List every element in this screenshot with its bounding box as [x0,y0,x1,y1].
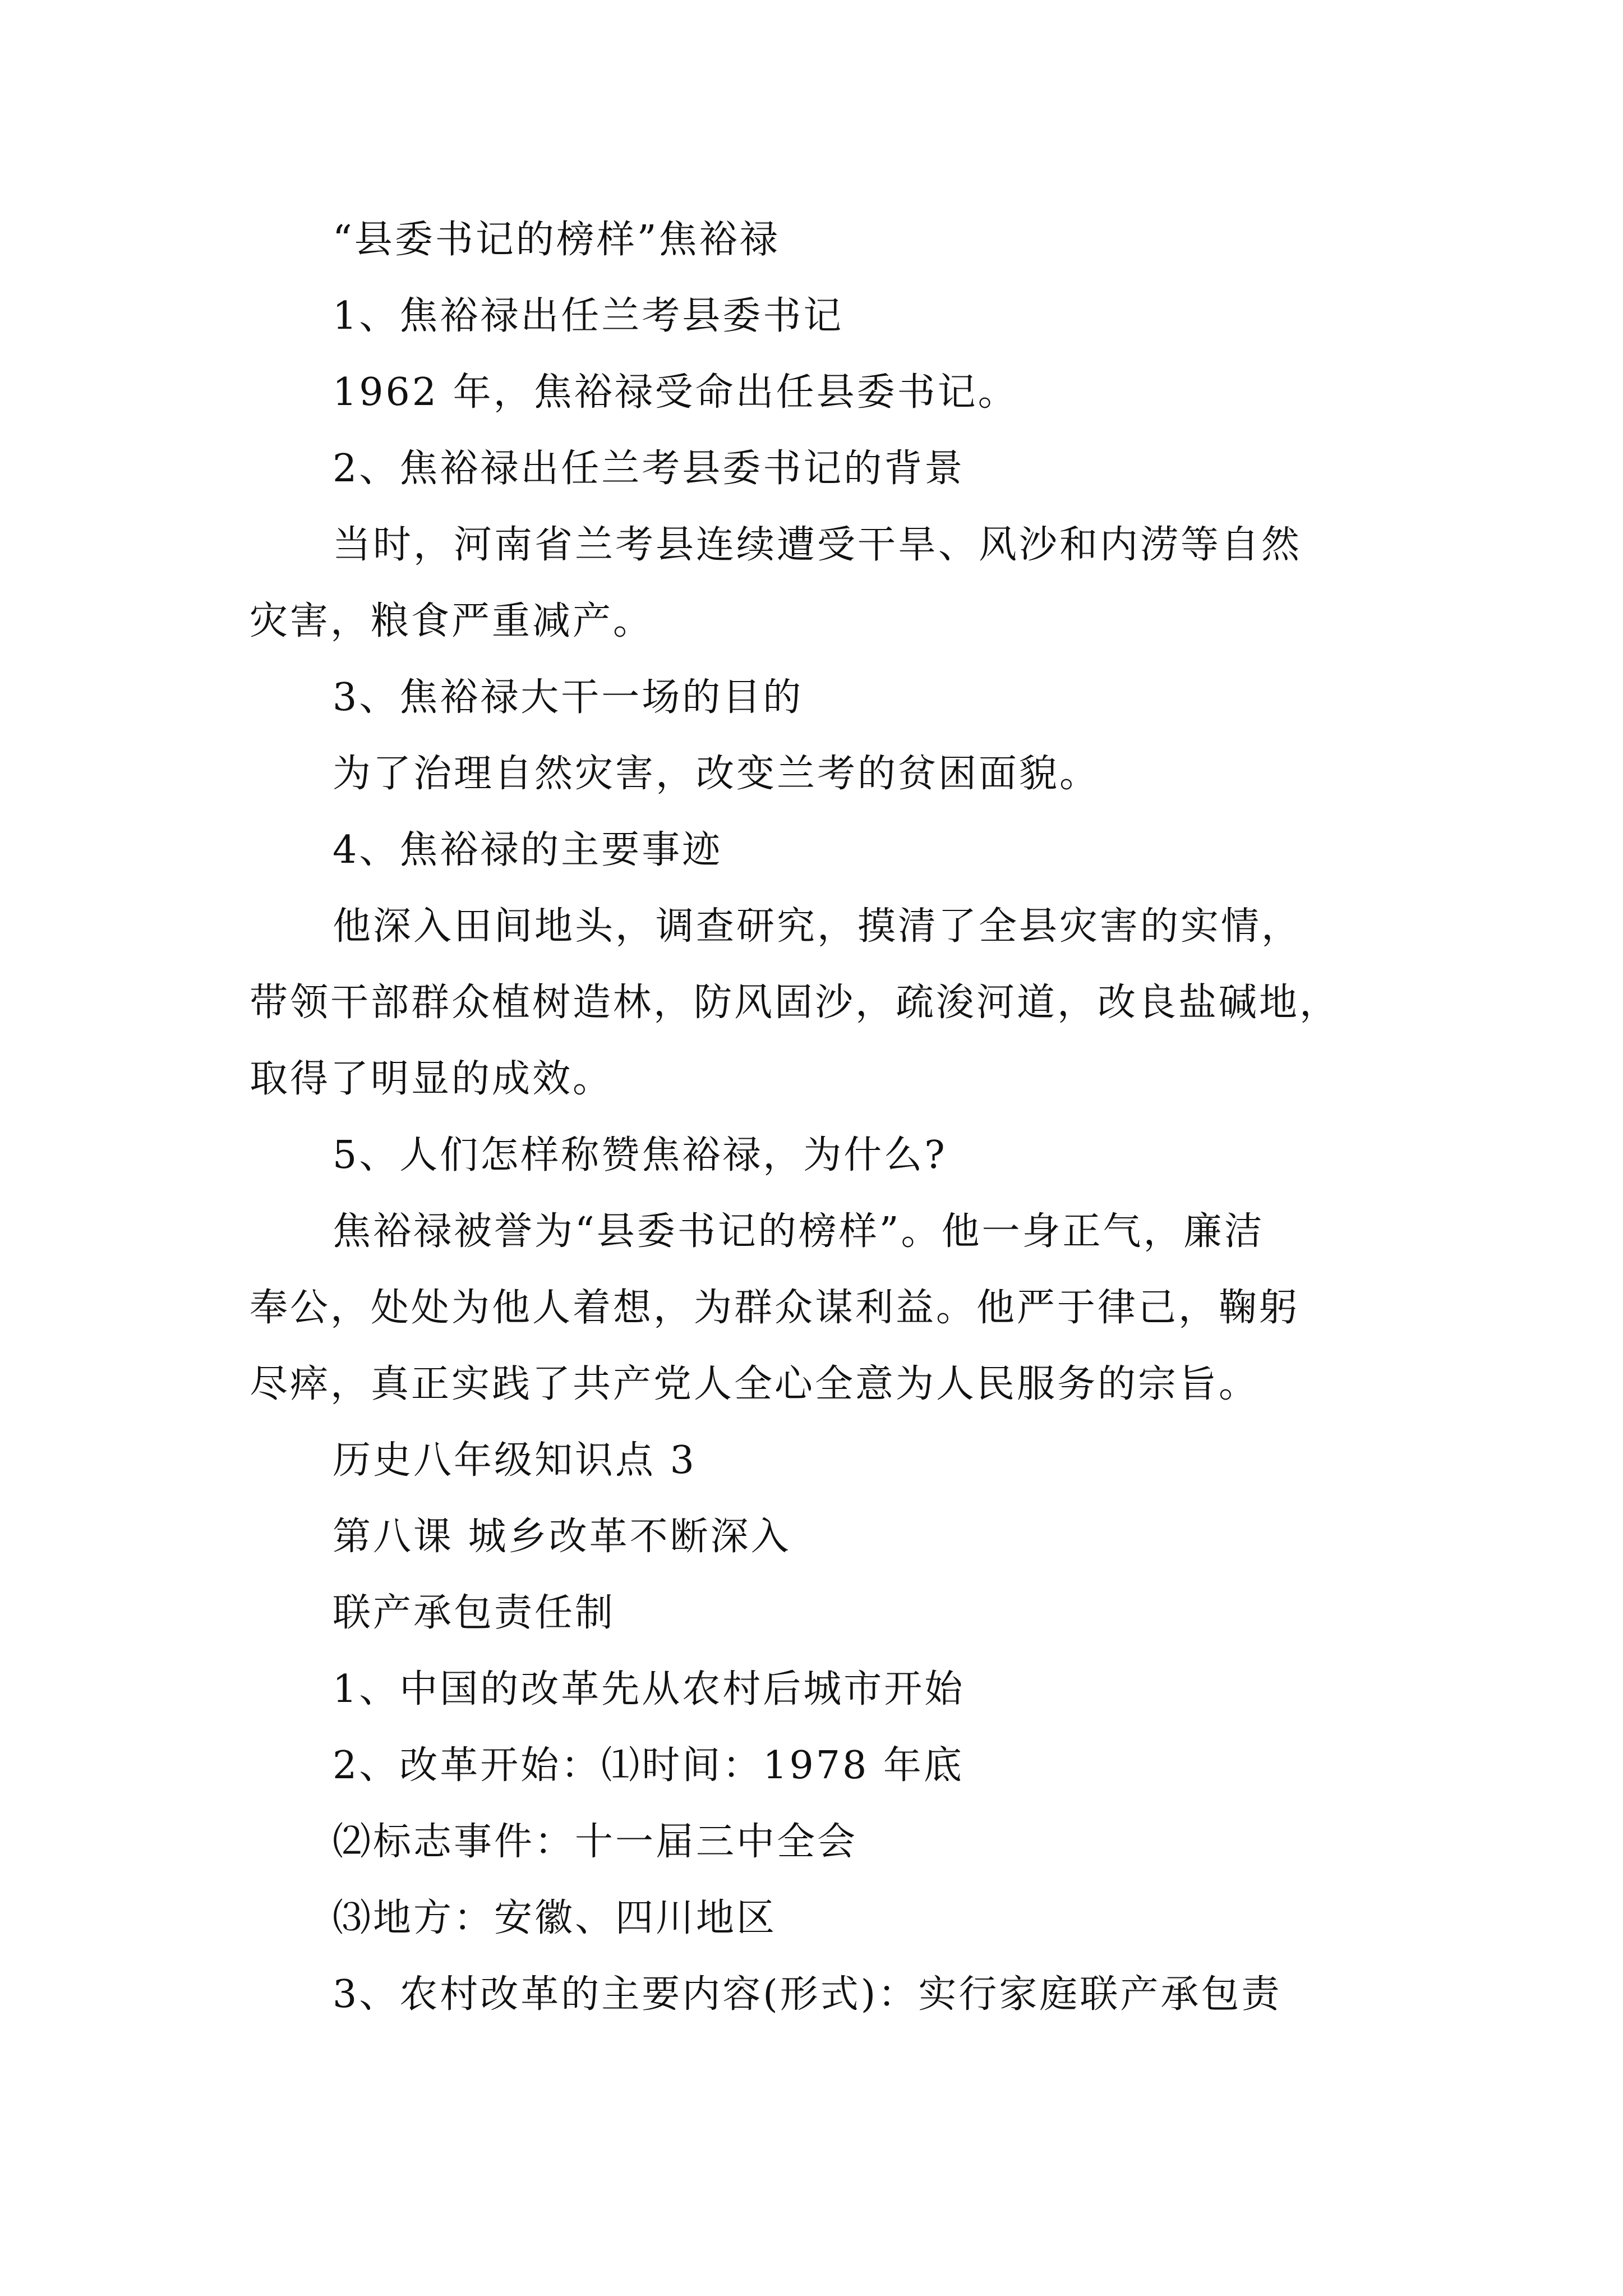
topic-heading: 联产承包责任制 [333,1591,616,1635]
question-heading: 5、人们怎样称赞焦裕禄，为什么? [333,1133,947,1177]
list-item: ⑵标志事件：十一届三中全会 [333,1820,858,1864]
list-item: 2、改革开始：⑴时间：1978 年底 [333,1743,964,1788]
question-heading: 1、焦裕禄出任兰考县委书记 [333,294,844,338]
list-item: 1、中国的改革先从农村后城市开始 [333,1667,965,1711]
paragraph-line: 1962 年，焦裕禄受命出任县委书记。 [333,370,1018,415]
list-item: ⑶地方：安徽、四川地区 [333,1896,777,1940]
question-heading: 4、焦裕禄的主要事迹 [333,828,723,872]
paragraph-line: 为了治理自然灾害，改变兰考的贫困面貌。 [333,752,1100,796]
question-heading: 3、焦裕禄大干一场的目的 [333,675,804,720]
paragraph-line: 他深入田间地头，调查研究，摸清了全县灾害的实情， [333,904,1302,949]
paragraph-line: 灾害，粮食严重减产。 [250,599,654,643]
paragraph-line: 焦裕禄被誉为“县委书记的榜样”。他一身正气，廉洁 [333,1209,1265,1254]
paragraph-line: 当时，河南省兰考县连续遭受干旱、风沙和内涝等自然 [333,523,1302,567]
question-heading: 2、焦裕禄出任兰考县委书记的背景 [333,447,965,491]
paragraph-line: 奉公，处处为他人着想，为群众谋利益。他严于律己，鞠躬 [250,1286,1300,1330]
section-title: 历史八年级知识点 3 [333,1438,697,1483]
lesson-title: 第八课 城乡改革不断深入 [333,1515,791,1559]
paragraph-line: 带领干部群众植树造林，防风固沙，疏浚河道，改良盐碱地， [250,981,1340,1025]
document-body [250,202,1377,2033]
list-item: 3、农村改革的主要内容(形式)：实行家庭联产承包责 [333,1972,1282,2017]
paragraph-line: 尽瘁，真正实践了共产党人全心全意为人民服务的宗旨。 [250,1362,1260,1406]
paragraph-line: 取得了明显的成效。 [250,1057,614,1101]
section-title: “县委书记的榜样”焦裕禄 [333,218,780,262]
